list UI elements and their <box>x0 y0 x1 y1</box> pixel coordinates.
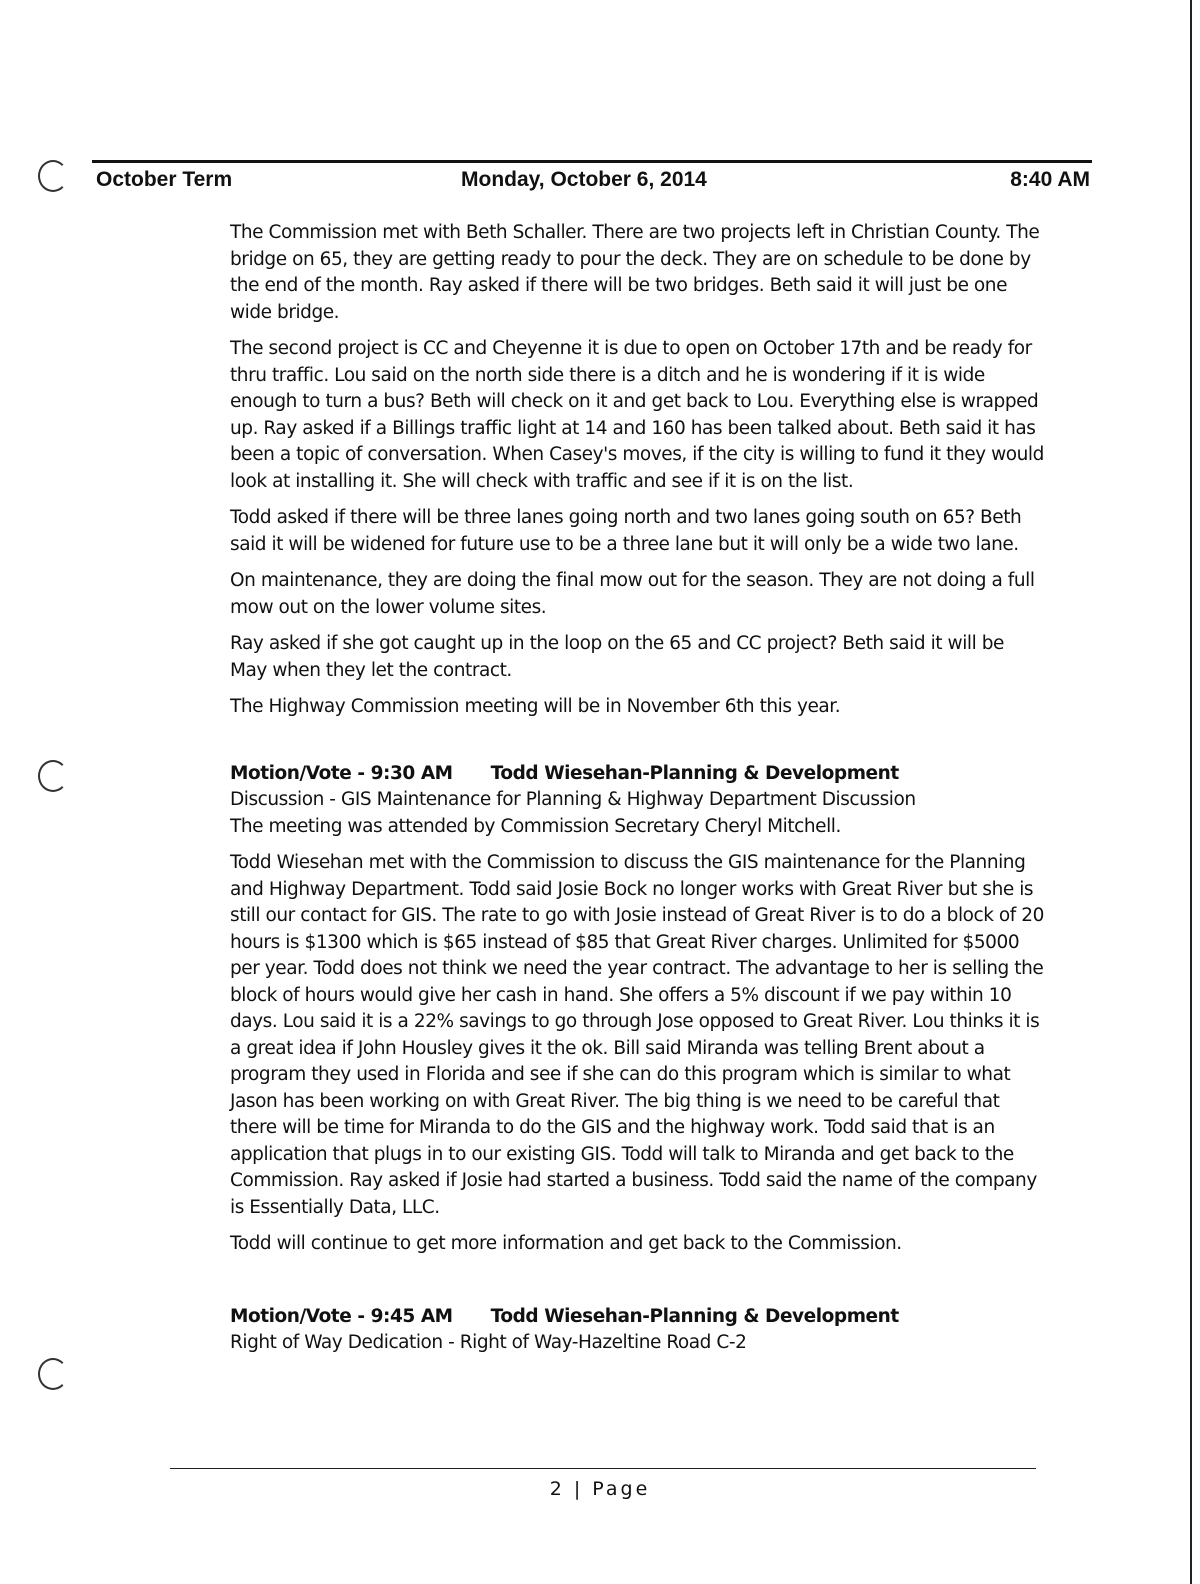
section-time-label: Motion/Vote - 9:45 AM <box>230 1305 453 1327</box>
section-time-label: Motion/Vote - 9:30 AM <box>230 762 453 784</box>
header-term: October Term <box>96 168 233 191</box>
header-rule <box>92 160 1092 163</box>
paragraph-lanes: Todd asked if there will be three lanes going north and two lanes going south on 65? Beth said it will be widened for future use to be a three lane but it will only be a wide two lane. <box>230 507 1022 555</box>
header-time: 8:40 AM <box>1010 168 1090 191</box>
page-header <box>96 168 1090 204</box>
header-date: Monday, October 6, 2014 <box>461 168 707 191</box>
punch-hole-top <box>38 160 68 192</box>
page-edge <box>1190 0 1192 1584</box>
paragraph-gis: Todd Wiesehan met with the Commission to discuss the GIS maintenance for the Planning and Highway Department. Todd said Josie Bock no longer works with Great River but she is still our contact for GIS. The rate to go with Josie instead of Great River is to do a block of 20 hours is $1300 which is $65 instead of $85 that Great River charges. Unlimited for $5000 per year. Todd does not think we need the year contract. The advantage to her is selling the block of hours would give her cash in hand. She offers a 5% discount if we pay within 10 days. Lou said it is a 22% savings to go through Jose opposed to Great River. Lou thinks it is a great idea if John Housley gives it the ok. Bill said Miranda was telling Brent about a program they used in Florida and see if she can do this program which is similar to what Jason has been working on with Great River. The big thing is we need to be careful that there will be time for Miranda to do the GIS and the highway work. Todd said that is an application that plugs in to our existing GIS. Todd will talk to Miranda and get back to the Commission. Ray asked if Josie had started a business. Todd said the name of the company is Essentially Data, LLC. <box>230 852 1044 1218</box>
minutes-body <box>230 220 1045 1357</box>
attendance-line: The meeting was attended by Commission Secretary Cheryl Mitchell. <box>230 815 841 837</box>
paragraph-gis-followup: Todd will continue to get more information and get back to the Commission. <box>230 1233 902 1254</box>
paragraph-bridge: The Commission met with Beth Schaller. There are two projects left in Christian County. The bridge on 65, they are getting ready to pour the deck. They are on schedule to be done by the end of the month. Ray asked if there will be two bridges. Beth said it will just be one wide bridge. <box>230 222 1040 323</box>
punch-hole-bottom <box>38 1358 68 1390</box>
section-heading-right-of-way <box>230 1304 1045 1331</box>
paragraph-highway-meeting: The Highway Commission meeting will be in November 6th this year. <box>230 696 841 717</box>
paragraph-second-project: The second project is CC and Cheyenne it is due to open on October 17th and be ready for thru traffic. Lou said on the north side there is a ditch and he is wondering if it is wide enough to turn a bus? Beth will check on it and get back to Lou. Everything else is wrapped up. Ray asked if a Billings traffic light at 14 and 160 has been talked about. Beth said it has been a topic of conversation. When Casey's moves, if the city is willing to fund it they would look at installing it. She will check with traffic and see if it is on the list. <box>230 338 1044 492</box>
paragraph-maintenance: On maintenance, they are doing the final mow out for the season. They are not doing a full mow out on the lower volume sites. <box>230 570 1035 618</box>
punch-hole-middle <box>38 760 68 792</box>
footer-rule <box>170 1468 1036 1469</box>
page-number: 2 | Page <box>549 1478 651 1500</box>
right-of-way-line: Right of Way Dedication - Right of Way-Hazeltine Road C-2 <box>230 1332 747 1353</box>
discussion-line: Discussion - GIS Maintenance for Planning & Highway Department Discussion <box>230 789 916 810</box>
section-presenter: Todd Wiesehan-Planning & Development <box>490 1305 899 1327</box>
section-presenter: Todd Wiesehan-Planning & Development <box>490 762 899 784</box>
section-heading-gis <box>230 761 1045 788</box>
paragraph-loop: Ray asked if she got caught up in the loop on the 65 and CC project? Beth said it will be May when they let the contract. <box>230 633 1004 681</box>
